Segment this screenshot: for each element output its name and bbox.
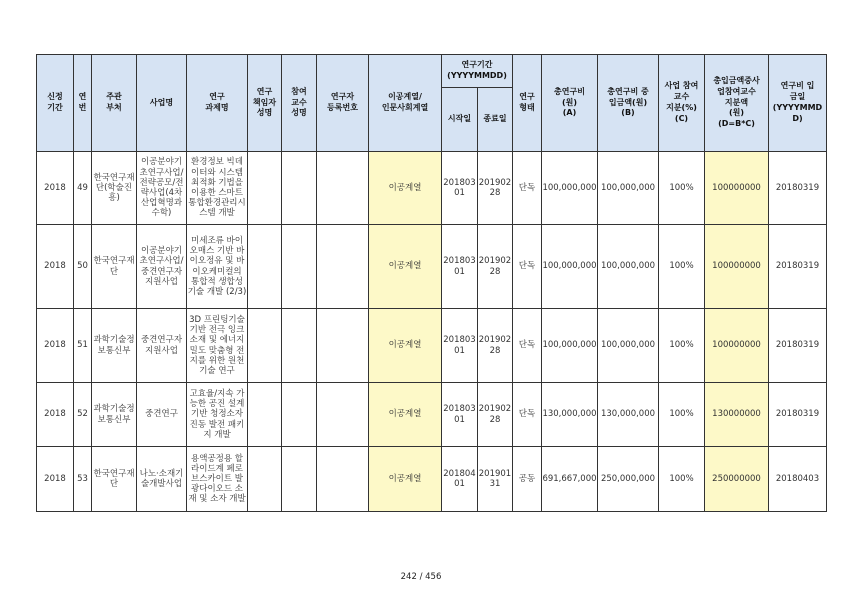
cell-field: 이공계열 — [369, 383, 442, 447]
cell-income-share: 100000000 — [705, 309, 769, 383]
cell-prof-name — [282, 225, 317, 309]
research-table — [36, 54, 827, 512]
cell-share: 100% — [659, 152, 705, 225]
cell-income: 100,000,000 — [598, 152, 659, 225]
table-row — [37, 447, 827, 512]
cell-program: 이공분야기초연구사업/전략공모/전략사업(4차산업혁명과 수학) — [137, 152, 187, 225]
cell-start: 20180301 — [442, 152, 478, 225]
cell-type: 단독 — [513, 309, 542, 383]
cell-end: 20190228 — [478, 152, 513, 225]
cell-reg-no — [317, 152, 369, 225]
cell-start: 20180301 — [442, 225, 478, 309]
cell-field: 이공계열 — [369, 152, 442, 225]
cell-prof-name — [282, 447, 317, 512]
cell-type: 공동 — [513, 447, 542, 512]
cell-start: 20180301 — [442, 309, 478, 383]
cell-dept: 과학기술정보통신부 — [92, 383, 137, 447]
cell-type: 단독 — [513, 383, 542, 447]
cell-type: 단독 — [513, 152, 542, 225]
header-duration: 연구기간 (YYYYMMDD) — [442, 55, 513, 88]
cell-seq: 52 — [74, 383, 92, 447]
cell-program: 중견연구 — [137, 383, 187, 447]
cell-pi-name — [248, 309, 282, 383]
cell-seq: 50 — [74, 225, 92, 309]
cell-date: 20180403 — [769, 447, 827, 512]
cell-period: 2018 — [37, 225, 74, 309]
cell-total: 130,000,000 — [542, 383, 598, 447]
cell-date: 20180319 — [769, 383, 827, 447]
cell-program: 나노·소재기술개발사업 — [137, 447, 187, 512]
cell-share: 100% — [659, 383, 705, 447]
cell-end: 20190228 — [478, 383, 513, 447]
header-share: 사업 참여 교수 지분(%) (C) — [659, 55, 705, 152]
header-field: 이공계열/ 인문사회계열 — [369, 55, 442, 152]
cell-program: 중견연구자지원사업 — [137, 309, 187, 383]
header-prof-name: 참여 교수 성명 — [282, 55, 317, 152]
cell-period: 2018 — [37, 309, 74, 383]
cell-date: 20180319 — [769, 152, 827, 225]
cell-seq: 51 — [74, 309, 92, 383]
table-row — [37, 152, 827, 225]
cell-pi-name — [248, 383, 282, 447]
table-row — [37, 383, 827, 447]
cell-reg-no — [317, 225, 369, 309]
page-number: 242 / 456 — [400, 572, 442, 582]
cell-income-share: 100000000 — [705, 225, 769, 309]
cell-title: 용액공정용 할라이드계 페로브스카이트 발광다이오드 소재 및 소자 개발 — [187, 447, 248, 512]
cell-dept: 한국연구재단 — [92, 447, 137, 512]
cell-income-share: 100000000 — [705, 152, 769, 225]
cell-date: 20180319 — [769, 225, 827, 309]
header-income: 총연구비 중 입금액(원) (B) — [598, 55, 659, 152]
cell-total: 691,667,000 — [542, 447, 598, 512]
cell-title: 환경정보 빅데이터와 시스템 최적화 기법을 이용한 스마트 통합환경관리시스템 개발 — [187, 152, 248, 225]
cell-type: 단독 — [513, 225, 542, 309]
cell-reg-no — [317, 447, 369, 512]
header-dept: 주관 부처 — [92, 55, 137, 152]
cell-income: 250,000,000 — [598, 447, 659, 512]
cell-field: 이공계열 — [369, 309, 442, 383]
header-end: 종료일 — [478, 88, 513, 152]
header-reg-no: 연구자 등록번호 — [317, 55, 369, 152]
cell-end: 20190228 — [478, 225, 513, 309]
header-total: 총연구비 (원) (A) — [542, 55, 598, 152]
cell-seq: 53 — [74, 447, 92, 512]
cell-program: 이공분야기초연구사업/중견연구자지원사업 — [137, 225, 187, 309]
cell-share: 100% — [659, 447, 705, 512]
cell-income: 100,000,000 — [598, 225, 659, 309]
cell-share: 100% — [659, 225, 705, 309]
cell-prof-name — [282, 309, 317, 383]
cell-field: 이공계열 — [369, 447, 442, 512]
cell-seq: 49 — [74, 152, 92, 225]
header-seq: 연 번 — [74, 55, 92, 152]
cell-prof-name — [282, 152, 317, 225]
cell-reg-no — [317, 383, 369, 447]
cell-dept: 한국연구재단 — [92, 225, 137, 309]
cell-field: 이공계열 — [369, 225, 442, 309]
cell-income-share: 250000000 — [705, 447, 769, 512]
cell-total: 100,000,000 — [542, 309, 598, 383]
cell-end: 20190131 — [478, 447, 513, 512]
cell-end: 20190228 — [478, 309, 513, 383]
cell-total: 100,000,000 — [542, 152, 598, 225]
header-title: 연구 과제명 — [187, 55, 248, 152]
header-type: 연구 형태 — [513, 55, 542, 152]
header-pi-name: 연구 책임자 성명 — [248, 55, 282, 152]
cell-title: 고효율/지속 가능한 공진 설계 기반 청정소자 진동 발전 패키지 개발 — [187, 383, 248, 447]
cell-dept: 한국연구재단(학술진흥) — [92, 152, 137, 225]
cell-title: 3D 프린팅기술 기반 전극 잉크 소재 및 에너지밀도 맞춤형 전지를 위한 원천 기술 연구 — [187, 309, 248, 383]
cell-pi-name — [248, 447, 282, 512]
cell-pi-name — [248, 152, 282, 225]
cell-income: 130,000,000 — [598, 383, 659, 447]
cell-prof-name — [282, 383, 317, 447]
table-row — [37, 225, 827, 309]
cell-period: 2018 — [37, 383, 74, 447]
cell-start: 20180301 — [442, 383, 478, 447]
header-date: 연구비 입 금일 (YYYYMMD D) — [769, 55, 827, 152]
cell-dept: 과학기술정보통신부 — [92, 309, 137, 383]
cell-income: 100,000,000 — [598, 309, 659, 383]
cell-date: 20180319 — [769, 309, 827, 383]
header-period: 신정 기간 — [37, 55, 74, 152]
cell-period: 2018 — [37, 152, 74, 225]
cell-period: 2018 — [37, 447, 74, 512]
cell-income-share: 130000000 — [705, 383, 769, 447]
table-row — [37, 309, 827, 383]
cell-start: 20180401 — [442, 447, 478, 512]
header-start: 시작일 — [442, 88, 478, 152]
cell-reg-no — [317, 309, 369, 383]
header-program: 사업명 — [137, 55, 187, 152]
cell-title: 미세조류 바이오매스 기반 바이오정유 및 바이오케미컬의 통합적 생합성 기술 개발 (2/3) — [187, 225, 248, 309]
cell-pi-name — [248, 225, 282, 309]
header-income-share: 총입금액중사 업참여교수 지분액 (원) (D=B*C) — [705, 55, 769, 152]
cell-total: 100,000,000 — [542, 225, 598, 309]
cell-share: 100% — [659, 309, 705, 383]
